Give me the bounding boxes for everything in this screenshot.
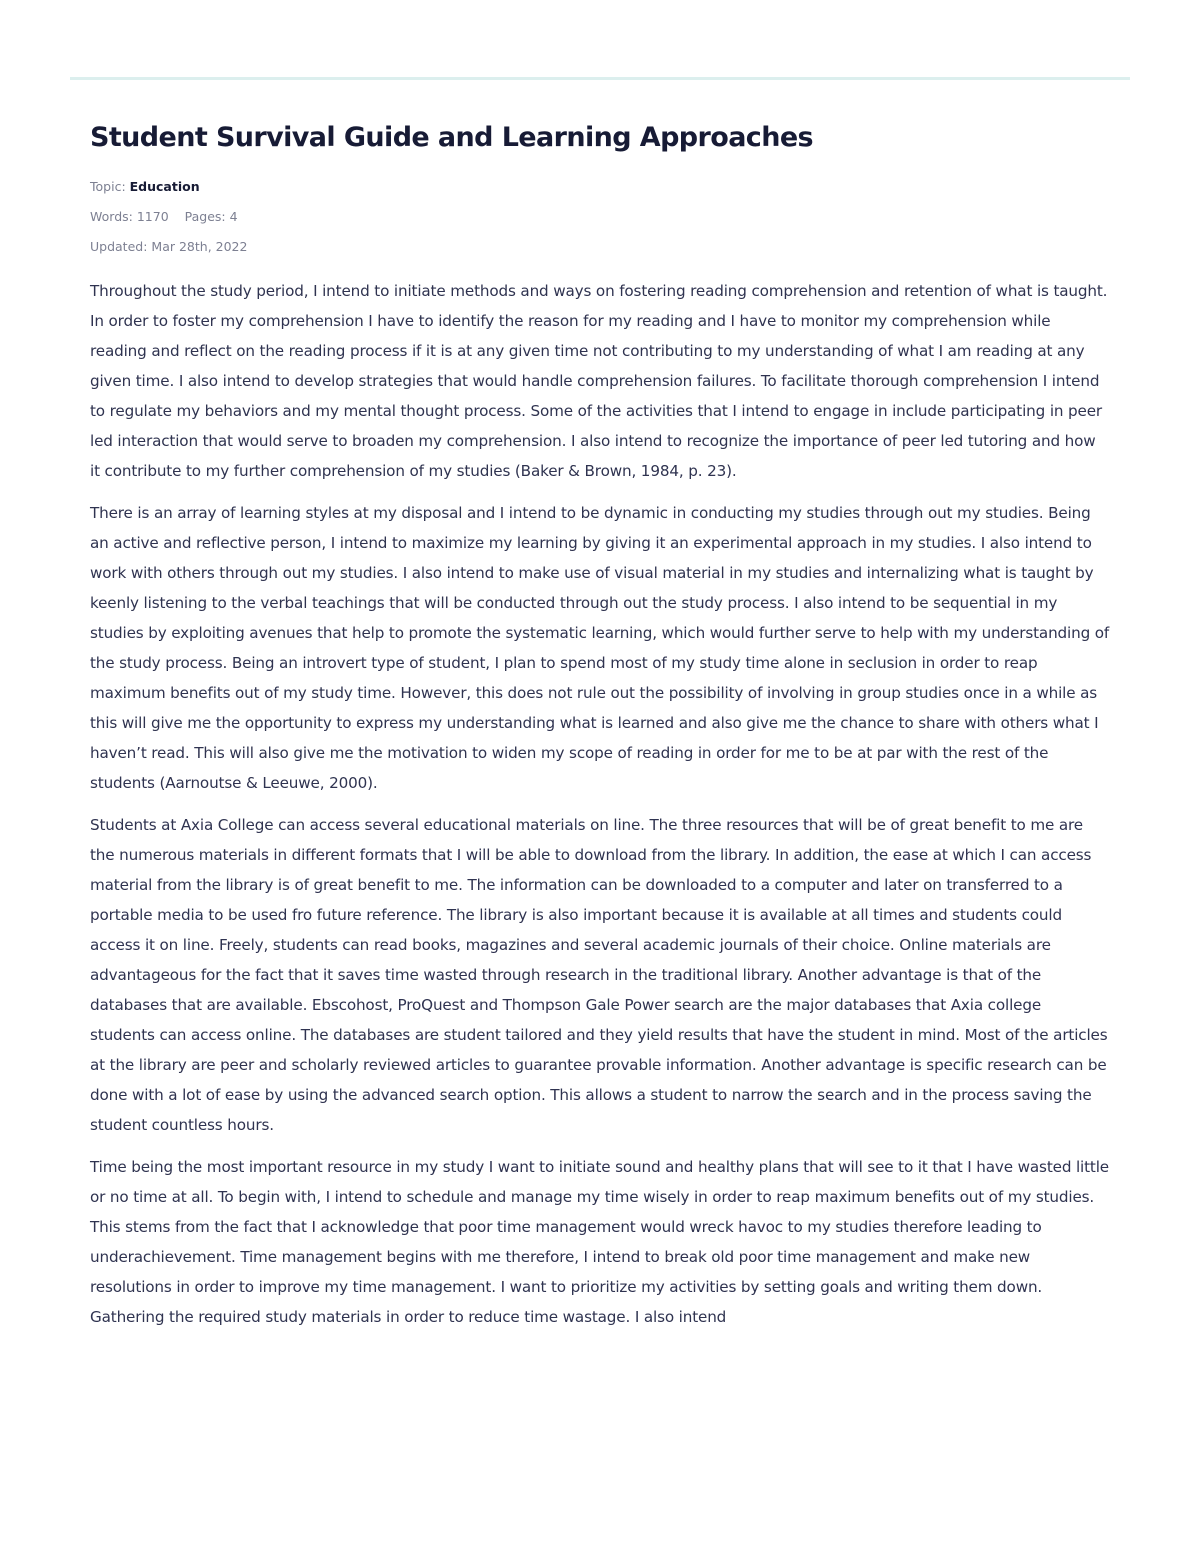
paragraph: Time being the most important resource in my study I want to initiate sound and healthy plans that will see to it that I have wasted little or no time at all. To begin with, I intend to schedule and manage my time wisely in order to reap maximum benefits out of my studies. This stems from the fact that I acknowledge that poor time management would wreck havoc to my studies therefore leading to underachievement. Time management begins with me therefore, I intend to break old poor time management and make new resolutions in order to improve my time management. I want to prioritize my activities by setting goals and writing them down. Gathering the required study materials in order to reduce time wastage. I also intend <box>90 1158 1109 1326</box>
paragraph: Throughout the study period, I intend to initiate methods and ways on fostering reading comprehension and retention of what is taught. In order to foster my comprehension I have to identify the reason for my reading and I have to monitor my comprehension while reading and reflect on the reading process if it is at any given time not contributing to my understanding of what I am reading at any given time. I also intend to develop strategies that would handle comprehension failures. To facilitate thorough comprehension I intend to regulate my behaviors and my mental thought process. Some of the activities that I intend to engage in include participating in peer led interaction that would serve to broaden my comprehension. I also intend to recognize the importance of peer led tutoring and how it contribute to my further comprehension of my studies (Baker & Brown, 1984, p. 23). <box>90 282 1108 480</box>
document-body <box>90 276 1110 1332</box>
updated-value: Mar 28th, 2022 <box>151 239 248 254</box>
updated-label: Updated: <box>90 239 148 254</box>
words-label: Words: <box>90 209 133 224</box>
topic-value[interactable]: Education <box>129 179 200 194</box>
words-value: 1170 <box>136 209 169 224</box>
updated-row <box>90 232 1110 262</box>
document-title: Student Survival Guide and Learning Approaches <box>90 122 814 153</box>
stats-row <box>90 202 1110 232</box>
top-divider <box>70 77 1130 80</box>
document-content <box>90 118 1110 1344</box>
topic-row <box>90 172 1110 202</box>
pages-label: Pages: <box>184 209 226 224</box>
paragraph: There is an array of learning styles at my disposal and I intend to be dynamic in conducting my studies through out my studies. Being an active and reflective person, I intend to maximize my learning by giving it an experimental approach in my studies. I also intend to work with others through out my studies. I also intend to make use of visual material in my studies and internalizing what is taught by keenly listening to the verbal teachings that will be conducted through out the study process. I also intend to be sequential in my studies by exploiting avenues that help to promote the systematic learning, which would further serve to help with my understanding of the study process. Being an introvert type of student, I plan to spend most of my study time alone in seclusion in order to reap maximum benefits out of my study time. However, this does not rule out the possibility of involving in group studies once in a while as this will give me the opportunity to express my understanding what is learned and also give me the chance to share with others what I haven’t read. This will also give me the motivation to widen my scope of reading in order for me to be at par with the rest of the students (Aarnoutse & Leeuwe, 2000). <box>90 504 1110 792</box>
topic-label: Topic: <box>90 179 126 194</box>
document-meta <box>90 172 1110 262</box>
pages-value: 4 <box>229 209 238 224</box>
paragraph: Students at Axia College can access several educational materials on line. The three resources that will be of great benefit to me are the numerous materials in different formats that I will be able to download from the library. In addition, the ease at which I can access material from the library is of great benefit to me. The information can be downloaded to a computer and later on transferred to a portable media to be used fro future reference. The library is also important because it is available at all times and students could access it on line. Freely, students can read books, magazines and several academic journals of their choice. Online materials are advantageous for the fact that it saves time wasted through research in the traditional library. Another advantage is that of the databases that are available. Ebscohost, ProQuest and Thompson Gale Power search are the major databases that Axia college students can access online. The databases are student tailored and they yield results that have the student in mind. Most of the articles at the library are peer and scholarly reviewed articles to guarantee provable information. Another advantage is specific research can be done with a lot of ease by using the advanced search option. This allows a student to narrow the search and in the process saving the student countless hours. <box>90 816 1108 1134</box>
